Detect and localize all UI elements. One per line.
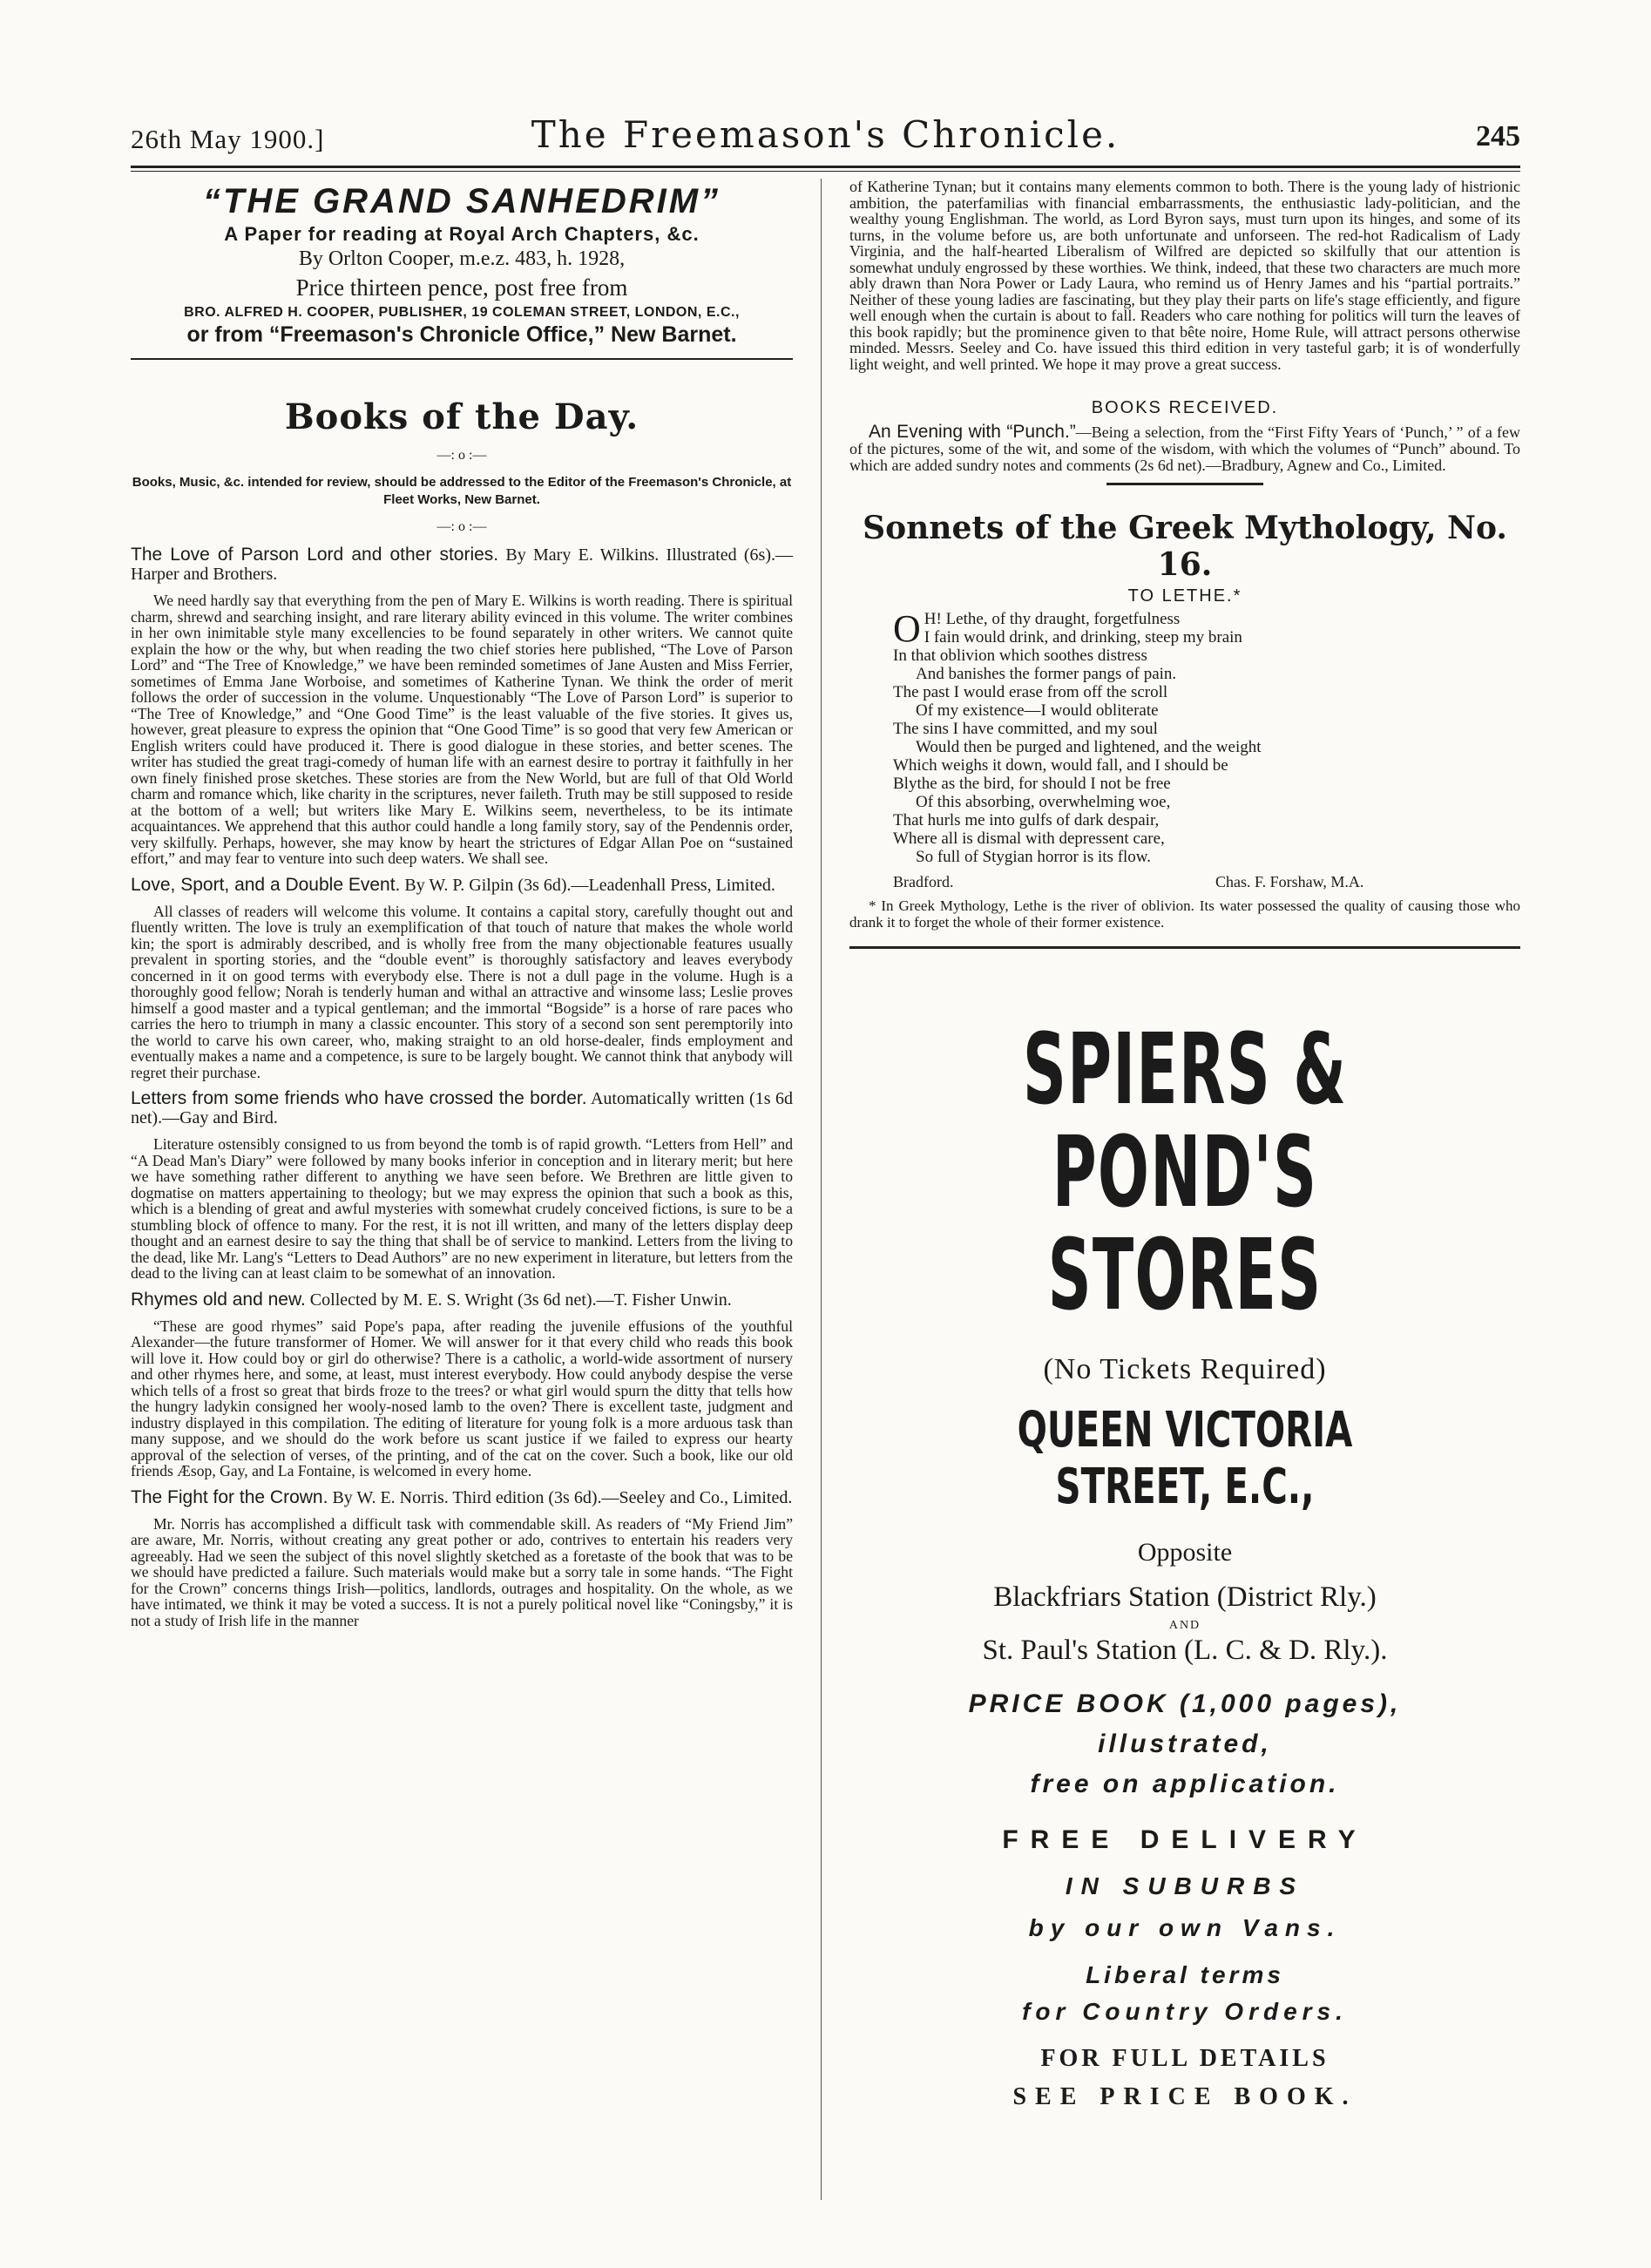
sanhedrim-advert [131, 182, 793, 348]
books-received-heading: BOOKS RECEIVED. [1091, 398, 1279, 417]
sanhedrim-author: By Orlton Cooper, m.e.z. 483, h. 1928, [298, 247, 626, 270]
review-heading [131, 1089, 793, 1127]
poem-line: The sins I have committed, and my soul [893, 720, 1158, 738]
sonnet-footnote: * In Greek Mythology, Lethe is the river of oblivion. Its water possessed the quality of causing those who drank it to forget the whole of their former existence. [849, 897, 1520, 931]
poem-line: Of this absorbing, overwhelming woe, [916, 793, 1171, 811]
poem-line: So full of Stygian horror is its flow. [916, 848, 1152, 866]
poem-line: Would then be purged and lightened, and the weight [916, 738, 1262, 756]
sonnet-place: Bradford. [893, 873, 954, 890]
masthead [131, 112, 1520, 164]
sonnet-subtitle: TO LETHE.* [1127, 586, 1242, 606]
in-suburbs: IN SUBURBS [1065, 1872, 1305, 1899]
masthead-rule [131, 166, 1520, 168]
free-on-application: free on application. [1030, 1770, 1340, 1798]
full-details: FOR FULL DETAILS [1040, 2045, 1330, 2072]
poem-line: Of my existence—I would obliterate [916, 701, 1159, 720]
section-rule [849, 946, 1520, 949]
section-rule [131, 358, 793, 360]
page-number: 245 [1476, 120, 1520, 152]
publication-title: The Freemason's Chronicle. [531, 113, 1120, 156]
poem-line: Where all is dismal with depressent care, [893, 829, 1165, 848]
see-price-book: SEE PRICE BOOK. [1012, 2083, 1357, 2110]
review-title: Love, Sport, and a Double Event. [131, 874, 401, 895]
sanhedrim-price: Price thirteen pence, post free from [295, 274, 628, 301]
illustrated: illustrated, [1098, 1730, 1272, 1758]
liberal-terms: Liberal terms [1086, 1961, 1284, 1988]
right-column [849, 179, 1520, 2111]
sonnet-heading: Sonnets of the Greek Mythology, No. 16. [863, 510, 1507, 583]
review-body: We need hardly say that everything from the pen of Mary E. Wilkins is worth reading. There is spiritual charm, shrewd and searching insight, and rare literary ability evinced in this volume. The writer combines in her own inimitable style many excellencies to be found separately in other writers. We cannot quite explain the how or the why, but when reading the two chief stories here published, “The Love of Parson Lord” and “The Tree of Knowledge,” we have been reminded sometimes of Jane Austen and Miss Ferrier, sometimes of Emma Jane Worboise, and sometimes of Katherine Tynan. We think the order of merit follows the order of succession in the volume. Unquestionably “The Love of Parson Lord” is superior to “The Tree of Knowledge,” and “One Good Time” is the least valuable of the five stories. It gives us, however, great pleasure to express the opinion that “One Good Time” is so good that very few American or English writers could have produced it. There is good dialogue in these stories, and better scenes. The writer has studied the great tragi-comedy of human life with an earnest desire to portray it faithfully in her own finely finished prose sketches. These stories are from the New World, but are full of that Old World charm and romance which, like charity in the scriptures, never faileth. Truth may be still supposed to reside at the bottom of a well; but writers like Mary E. Wilkins seem, nevertheless, to be its intimate acquaintances. We apprehend that this author could handle a long family story, say of the Pendennis order, very skilfully. Perhaps, however, she may know by heart the strictures of Edgar Allan Poe on “sustained effort,” and may fear to venture into such deep waters. We shall see. [131, 592, 793, 867]
review-body: “These are good rhymes” said Pope's papa, after reading the juvenile effusions of the youthful Alexander—the future transformer of Homer. We will answer for it that every child who reads this book will love it. How could boy or girl do otherwise? There is a catholic, a world-wide assortment of nursery and other rhymes here, and some, at least, must interest everybody. How could anybody despise the verse which tells of a frost so great that birds froze to the trees? or what girl would spurn the ditty that tells how the hungry ladykin consigned her wooly-nosed lamb to the oven? There is excellent taste, judgment and industry displayed in this compilation. The editing of literature for young folk is a more arduous task than many suppose, and we should do the work before us scant justice if we failed to express our hearty approval of the selection of verses, of the printing, and of the cat on the cover. Such a book, like our old friends Æsop, Gay, and La Fontaine, is welcomed in every home. [131, 1317, 793, 1479]
poem-line: That hurls me into gulfs of dark despair, [893, 811, 1160, 829]
left-column [131, 179, 793, 1628]
poem-line: In that oblivion which soothes distress [893, 647, 1147, 665]
spiers-address: QUEEN VICTORIA STREET, E.C., [1017, 1402, 1353, 1515]
st-pauls-station: St. Paul's Station (L. C. & D. Rly.). [982, 1635, 1388, 1666]
price-book: PRICE BOOK (1,000 pages), [968, 1689, 1402, 1718]
and-label: AND [1168, 1619, 1201, 1632]
no-tickets: (No Tickets Required) [1043, 1353, 1327, 1385]
review-details: Automatically written (1s 6d net).—Gay and Bird. [131, 1089, 794, 1127]
review-title: Letters from some friends who have crossed the border. [131, 1088, 587, 1108]
books-received-body: —Being a selection, from the “First Fifty Years of ‘Punch,’ ” of a few of the pictures, some of the wit, and some of the wisdom, with which the volumes of “Punch” abound. To which are added sundry notes and comments (2s 6d net).—Bradbury, Agnew and Co., Limited. [849, 423, 1520, 474]
poem-line: Which weighs it down, would fall, and I should be [893, 756, 1228, 775]
poem-line: The past I would erase from off the scroll [893, 683, 1168, 701]
books-received-entry [849, 423, 1520, 474]
free-delivery: FREE DELIVERY [1002, 1825, 1368, 1854]
separator: —: o :— [436, 519, 487, 534]
opposite-label: Opposite [1137, 1538, 1233, 1567]
review-details: By Mary E. Wilkins. Illustrated (6s).—Harper and Brothers. [131, 545, 793, 584]
spiers-pond-advert [849, 1013, 1520, 2111]
review-notice: Books, Music, &c. intended for review, should be addressed to the Editor of the Freemason's Chronicle, at Fleet Works, New Barnet. [132, 475, 792, 507]
drop-cap: O [893, 607, 921, 650]
sanhedrim-title: “THE GRAND SANHEDRIM” [202, 182, 721, 220]
books-received-title: An Evening with “Punch.” [869, 422, 1076, 442]
poem-line: And banishes the former pangs of pain. [916, 665, 1177, 683]
review-title: The Love of Parson Lord and other stories. [131, 545, 499, 565]
review-item [131, 1488, 793, 1629]
column-divider [821, 179, 822, 2200]
issue-date: 26th May 1900.] [131, 124, 325, 154]
country-orders: for Country Orders. [1022, 1998, 1348, 2025]
own-vans: by our own Vans. [1028, 1914, 1342, 1941]
sanhedrim-publisher: BRO. ALFRED H. COOPER, PUBLISHER, 19 COLEMAN STREET, LONDON, E.C., [184, 305, 740, 320]
review-title: The Fight for the Crown. [131, 1486, 328, 1507]
spiers-pond-stores: STORES [1047, 1219, 1323, 1332]
review-details: By W. E. Norris. Third edition (3s 6d).—Seeley and Co., Limited. [328, 1487, 793, 1507]
books-of-the-day-heading: Books of the Day. [284, 396, 639, 437]
review-details: Collected by M. E. S. Wright (3s 6d net).—T. Fisher Unwin. [305, 1290, 732, 1310]
review-heading [131, 876, 793, 895]
review-heading [131, 545, 793, 584]
separator: —: o :— [436, 448, 487, 463]
sonnet-poem [849, 607, 1520, 866]
review-item [131, 545, 793, 867]
review-continuation: of Katherine Tynan; but it contains many elements common to both. There is the young lady of histrionic ambition, the paterfamilias with financial embarrassments, the enthusiastic lady-politician, and the wealthy young Englishman. The world, as Lord Byron says, must turn upon its hinges, and some of its turns, in the volume before us, are both unfortunate and unforseen. The red-hot Radicalism of Lady Virginia, and the half-hearted Liberalism of Wilfred are depicted so skilfully that our attention is somewhat unduly engrossed by these worthies. We think, indeed, that these two characters are much more ably drawn than Nora Power or Lady Laura, who remind us of Henry James and his “partial portraits.” Neither of these young ladies are fascinating, but they play their parts on life's stage efficiently, and figure well enough when the curtain is about to fall. Readers who care nothing for politics will turn the leaves of this book rapidly; but the prominence given to that bête noire, Home Rule, will attract persons otherwise minded. Messrs. Seeley and Co. have issued this third edition in very tasteful garb; it is of wonderfully light weight, and well printed. We hope it may prove a great success. [849, 178, 1520, 373]
review-body: All classes of readers will welcome this volume. It contains a capital story, carefully thought out and fluently written. The love is truly an exemplification of that touch of nature that makes the whole world kin; the sport is admirably described, and is wholly free from the many objectionable features usually prevalent in sporting stories, and the “double event” is thoroughly satisfactory and leaves everybody concerned in it on good terms with everybody else. There is not a dull page in the volume. Hugh is a thoroughly good fellow; Norah is tenderly human and withal an attractive and winsome lass; Leslie proves himself a good master and a typical gentleman; and the immortal “Bogside” is a horse of rare paces who carries the hero to triumph in many a classic encounter. This story of a second son sent peremptorily into the world to carve his own career, who, making straight to an old horse-dealer, finds employment and eventually makes a name and a competence, is sure to be largely bought. We cannot think that anybody will regret their purchase. [131, 902, 793, 1081]
review-details: By W. P. Gilpin (3s 6d).—Leadenhall Press, Limited. [400, 875, 775, 895]
review-body: Literature ostensibly consigned to us from beyond the tomb is of rapid growth. “Letters from Hell” and “A Dead Man's Diary” were followed by many books inferior in conception and in literary merit; but here we have something rather different to anything we have seen before. We Brethren are little given to dogmatise on matters appertaining to theology; but we may express the opinion that such a book as this, which is a blending of great and awful mysteries with somewhat crudely conceived fictions, is sure to be a stumbling block of offence to many. For the rest, it is not ill written, and many of the letters display deep thought and an earnest desire to say the thing that shall be of service to mankind. Letters from the living to the dead, like Mr. Lang's “Letters to Dead Authors” are no new experiment in literature, but letters from the dead to the living can at least claim to be somewhat of an innovation. [131, 1135, 793, 1282]
sonnet-author: Chas. F. Forshaw, M.A. [1215, 873, 1364, 890]
poem-line: I fain would drink, and drinking, steep my brain [924, 628, 1242, 647]
masthead-rule-thin [131, 171, 1520, 172]
poem-line: Blythe as the bird, for should I not be free [893, 775, 1171, 793]
short-rule [1106, 483, 1263, 485]
review-item [131, 1290, 793, 1479]
review-title: Rhymes old and new. [131, 1289, 306, 1310]
sanhedrim-subtitle: A Paper for reading at Royal Arch Chapters, &c. [224, 223, 700, 245]
spiers-pond-name: SPIERS & POND'S [1022, 1013, 1348, 1229]
review-item [131, 876, 793, 1081]
poem-line: H! Lethe, of thy draught, forgetfulness [924, 610, 1181, 628]
sonnet-signature [849, 873, 1520, 892]
review-heading [131, 1290, 793, 1310]
review-item [131, 1089, 793, 1282]
blackfriars-station: Blackfriars Station (District Rly.) [993, 1581, 1377, 1613]
review-heading [131, 1488, 793, 1507]
review-body: Mr. Norris has accomplished a difficult task with commendable skill. As readers of “My Friend Jim” are aware, Mr. Norris, without creating any great pother or ado, contrives to entertain his readers very agreeably. Had we seen the subject of this novel slightly sketched as a foretaste of the book that was to be we should have predicted a failure. Such materials would make but a sorry tale in some hands. “The Fight for the Crown” concerns things Irish—politics, landlords, outrages and hospitality. On the whole, as we have intimated, we think it may be voted a success. It is not a purely political novel like “Coningsby,” it is not a study of Irish life in the manner [131, 1514, 793, 1629]
sanhedrim-office: or from “Freemason's Chronicle Office,” New Barnet. [186, 322, 737, 347]
